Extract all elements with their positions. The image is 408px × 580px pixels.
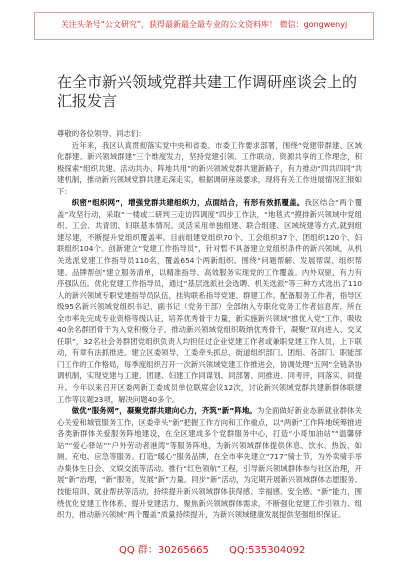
intro-paragraph: 近年来，我区认真贯彻落实党中央和省委、市委工作要求部署，围绕“党建带群建、区域化群建、新兴领域群建”三个维度发力，坚持党建引领、工作联动、资源共享的工作理念，积极探索“组织共建、活动共办、阵地共用”的新兴领域党群共建新路子，有力推动“四共四同”共建机制，推动新兴领域党群共建走深走实，根据调研座谈要求，现将有关工作进展情况汇报如下：: [57, 140, 362, 196]
page-title: 在全市新兴领域党群共建工作调研座谈会上的汇报发言: [57, 73, 358, 110]
qq-group: QQ 群：30265665: [119, 545, 209, 556]
qq-contact: QQ:535304092: [229, 545, 306, 556]
document-body: [57, 128, 362, 521]
section-2-paragraph: [57, 405, 362, 520]
promo-banner: [34, 12, 374, 40]
section-1-paragraph: [57, 197, 362, 405]
section-2-heading: 做优“服务网”，凝聚党群共建向心力，齐筑“新”阵地。: [71, 406, 257, 416]
section-1-heading: 织密“组织网”，增强党群共建组织力，点面结合，有形有效抓覆盖。: [71, 198, 305, 208]
banner-text: 关注头条号“公文研究”，获得最新最全最专业的公文资料库！ 微信：gongwenyj: [60, 20, 348, 29]
salutation: 尊敬的各位领导、同志们：: [57, 129, 146, 138]
section-1-body: 我区结合“两个覆盖”攻坚行动，采取“一楼或二研判三走访四调度”四步工作法，“地毯式”摸排新兴领域中党组织、工会、共青团、妇联基本情况。灵活采用单独组建、联合组建、区域统建等方式,就到组建尽建，不断提升党组织覆盖率。目前组建党组织70个、工会组织37个、团组织120个、妇联组织104个。创新建立“党建工作指导员”，针对暂不具备建立党组织条件的新兴领域，从机关选派党建工作指导员110名，覆盖654个两新组织。围绕“问题帮解、发展帮谋、组织帮建、品牌帮创”建立服务清单，以精准指导、高效服务实现党的工作覆盖。内外双驱，有力有序强队伍。优化党建工作指导员，通过“基层选派社会选聘、机关选派”等三种方式选出了110人的新兴领域专职党建指导员队伍，挂钩联系指导党建、群建工作。配备服务工作者，指导区级95名新兴领域党组织书记、副书记（党务干部）全部纳入专职化党务工作者信息库，所在全市率先完成专业资格等级认证，培养优秀骨干力量，新实施新兴领域“推优入党”工作，吸收40余名群团骨干为入党积极分子，推动新兴领域党组织吸纳优秀骨干，凝聚“双向进入、交叉任职”，32名社会务群团党组织负责人均担任过企业党建工作者或兼职党建工作人员，上下联动，有章有法抓推进。建立区委领导、工委牵头抓总，街道组织部门、团组、各部门、职能部门工作的工作格局，每季度组织召开一次新兴领域党建工作推进会，协调处理“五网”全链条协调机制，实现党建与工建、团建、妇建工作同谋划、同部署、同推进、同考评，同落实、同提升。今年以来召开区委两新工委成员单位联席会议12次，讨论新兴领域党群共建新群体联建工作等议题23项，解决问题40多个。: [57, 198, 362, 404]
section-2-body: 为全面做好新业态新就业群体关心关爱和城管服务工作，区委牵头“新”把握工作方向和工作重点，以“两新”工作阵地统筹推进各类新群体关爱服务阵地建设，在全区建成多个党群服务中心，打造“小哥加油站”“温馨驿站”“爱心驿站”“户外劳动者港湾”等服务阵地，为新兴领域群体提供休息、饮水、热饭、如厕、充电、应急等服务。打造“暖心”服务品牌，在全市率先建立“717”骑士节，为外卖骑手举办集体生日会、文娱交流等活动。推行“红色领航”工程，引导新兴领域群体参与社区治理，开展“新”治理，“新”服务，发展“新”力量。同步“新”活动，为定期开展新兴领域群体志愿服务、技能培训、就业帮扶等活动，持续提升新兴领域群体获得感、幸福感、安全感。“新”能力，围绕优化党建工作体系、提升党建活力、聚焦新兴领域群体需求，不断强化党建工作引领力、组织力，推动新兴领域“两个覆盖”质量持续提升，为新兴领域健康发展提供坚强组织保证。: [57, 406, 362, 520]
